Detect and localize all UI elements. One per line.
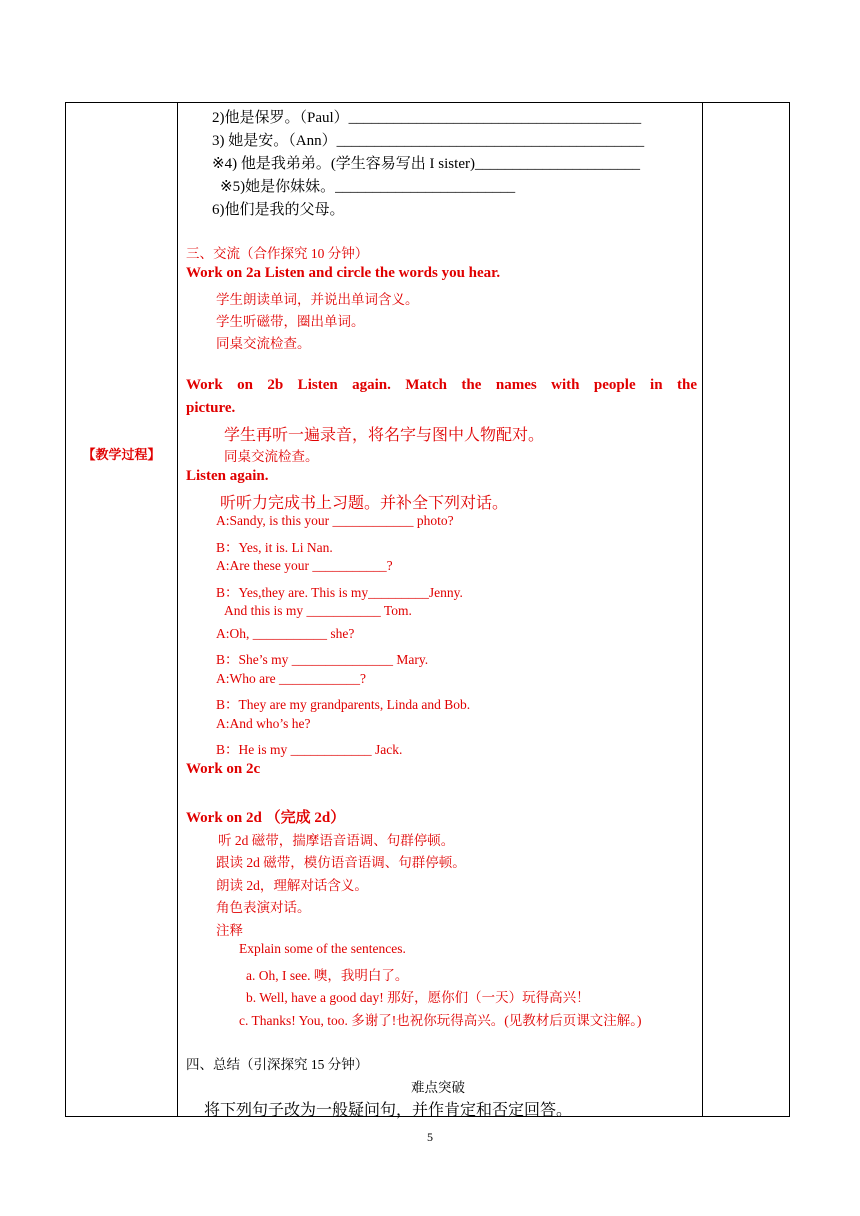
- instruction-line: 学生再听一遍录音，将名字与图中人物配对。: [224, 427, 545, 444]
- dialogue-line: B：He is my ____________ Jack.: [216, 742, 403, 757]
- exercise-line: ※5)她是你妹妹。________________________: [220, 179, 516, 195]
- page-number: 5: [427, 1130, 433, 1144]
- activity-heading: Work on 2b Listen again. Match the names with people in the: [186, 377, 697, 393]
- exercise-line: 6)他们是我的父母。: [212, 202, 345, 218]
- instruction-line: 注释: [216, 923, 243, 938]
- table-column-divider: [177, 102, 178, 1117]
- section-heading: 三、交流（合作探究 10 分钟）: [186, 246, 369, 261]
- activity-heading: Listen again.: [186, 468, 269, 484]
- lesson-table: [65, 102, 790, 1117]
- instruction-line: 学生听磁带，圈出单词。: [216, 314, 365, 329]
- instruction-line: 跟读 2d 磁带，模仿语音语调、句群停顿。: [216, 855, 466, 870]
- note-line: c. Thanks! You, too. 多谢了!也祝你玩得高兴。(见教材后页课文注解。): [239, 1013, 642, 1028]
- dialogue-line: A:Who are ____________?: [216, 671, 366, 686]
- activity-heading: Work on 2d （完成 2d）: [186, 810, 346, 826]
- dialogue-line: B：Yes,they are. This is my_________Jenny.: [216, 585, 463, 600]
- activity-heading: Work on 2a Listen and circle the words you hear.: [186, 265, 501, 281]
- dialogue-line: A:Oh, ___________ she?: [216, 626, 355, 641]
- section-label: 【教学过程】: [82, 448, 161, 463]
- table-column-divider: [702, 102, 703, 1117]
- instruction-line: 朗读 2d，理解对话含义。: [216, 878, 368, 893]
- dialogue-line: And this is my ___________ Tom.: [224, 603, 412, 618]
- section-heading: 四、总结（引深探究 15 分钟）: [186, 1057, 369, 1072]
- note-line: Explain some of the sentences.: [239, 941, 406, 956]
- note-line: b. Well, have a good day! 那好，愿你们（一天）玩得高兴！: [246, 990, 590, 1005]
- exercise-line: 3) 她是安。（Ann）_________________________________________: [212, 133, 645, 149]
- dialogue-line: A:And who’s he?: [216, 716, 311, 731]
- dialogue-line: B：Yes, it is. Li Nan.: [216, 540, 333, 555]
- instruction-line: 角色表演对话。: [216, 900, 311, 915]
- instruction-line: 同桌交流检查。: [224, 449, 319, 464]
- dialogue-line: A:Are these your ___________?: [216, 558, 393, 573]
- instruction-line: 听 2d 磁带，揣摩语音语调、句群停顿。: [218, 833, 455, 848]
- instruction-line: 同桌交流检查。: [216, 336, 311, 351]
- dialogue-line: B：She’s my _______________ Mary.: [216, 652, 429, 667]
- dialogue-line: A:Sandy, is this your ____________ photo?: [216, 513, 454, 528]
- exercise-line: 2)他是保罗。（Paul）_______________________________________: [212, 110, 642, 126]
- activity-heading: Work on 2c: [186, 761, 261, 777]
- dialogue-line: B：They are my grandparents, Linda and Bob.: [216, 697, 471, 712]
- note-line: a. Oh, I see. 噢，我明白了。: [246, 968, 409, 983]
- instruction-line: 学生朗读单词，并说出单词含义。: [216, 292, 419, 307]
- exercise-line: ※4) 他是我弟弟。(学生容易写出 I sister)______________________: [212, 156, 640, 172]
- instruction-line: 将下列句子改为一般疑问句，并作肯定和否定回答。: [204, 1102, 573, 1119]
- instruction-line: 听听力完成书上习题。并补全下列对话。: [220, 495, 509, 512]
- activity-heading-continuation: picture.: [186, 400, 236, 416]
- subheading: 难点突破: [411, 1080, 465, 1095]
